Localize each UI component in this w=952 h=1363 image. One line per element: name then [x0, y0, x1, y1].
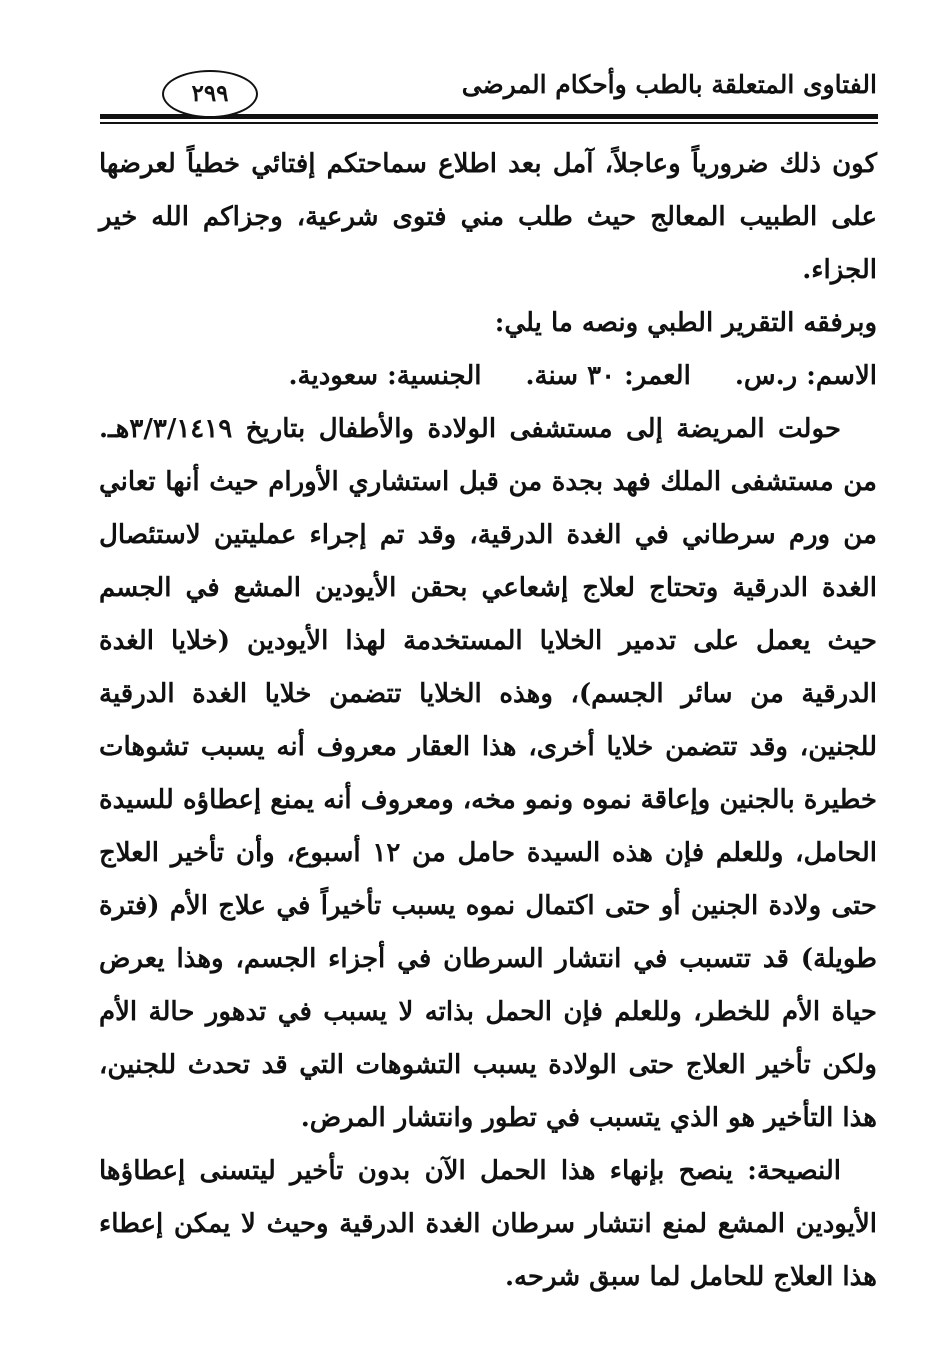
running-header: الفتاوى المتعلقة بالطب وأحكام المرضى — [461, 70, 877, 99]
patient-nationality: الجنسية: سعودية. — [288, 361, 482, 391]
patient-age: العمر: ٣٠ سنة. — [525, 361, 691, 391]
body-text — [99, 138, 877, 1304]
header-rule-thin — [100, 122, 878, 124]
paragraph-request: كون ذلك ضرورياً وعاجلاً، آمل بعد اطلاع سماحتكم إفتائي خطياً لعرضها على الطبيب المعالج حيث طلب مني فتوى شرعية، وجزاكم الله خير الجزاء. — [99, 149, 877, 285]
paragraph-medical-report: حولت المريضة إلى مستشفى الولادة والأطفال بتاريخ ٣/٣/١٤١٩هـ. من مستشفى الملك فهد بجدة من قبل استشاري الأورام حيث أنها تعاني من ورم سرطاني في الغدة الدرقية، وقد تم إجراء عمليتين لاستئصال الغدة الدرقية وتحتاج لعلاج إشعاعي بحقن الأيودين المشع في الجسم حيث يعمل على تدمير الخلايا المستخدمة لهذا الأيودين (خلايا الغدة الدرقية من سائر الجسم)، وهذه الخلايا تتضمن خلايا الغدة الدرقية للجنين، وقد تتضمن خلايا أخرى، هذا العقار معروف أنه يسبب تشوهات خطيرة بالجنين وإعاقة نموه ونمو مخه، ومعروف أنه يمنع إعطاؤه للسيدة الحامل، وللعلم فإن هذه السيدة حامل من ١٢ أسبوع، وأن تأخير العلاج حتى ولادة الجنين أو حتى اكتمال نموه يسبب تأخيراً في علاج الأم (فترة طويلة) قد تتسبب في انتشار السرطان في أجزاء الجسم، وهذا يعرض حياة الأم للخطر، وللعلم فإن الحمل بذاته لا يسبب في تدهور حالة الأم ولكن تأخير العلاج حتى الولادة يسبب التشوهات التي قد تحدث للجنين، هذا التأخير هو الذي يتسبب في تطور وانتشار المرض. — [99, 414, 877, 1133]
patient-name: الاسم: ر.س. — [734, 361, 877, 391]
patient-info-line — [99, 350, 877, 403]
paragraph-attachment-intro: وبرفقه التقرير الطبي ونصه ما يلي: — [494, 308, 877, 338]
paragraph-advice: النصيحة: ينصح بإنهاء هذا الحمل الآن بدون تأخير ليتسنى إعطاؤها الأيودين المشع لمنع انتشار سرطان الغدة الدرقية وحيث لا يمكن إعطاء هذا العلاج للحامل لما سبق شرحه. — [99, 1156, 877, 1292]
page-number: ٢٩٩ — [162, 70, 258, 118]
